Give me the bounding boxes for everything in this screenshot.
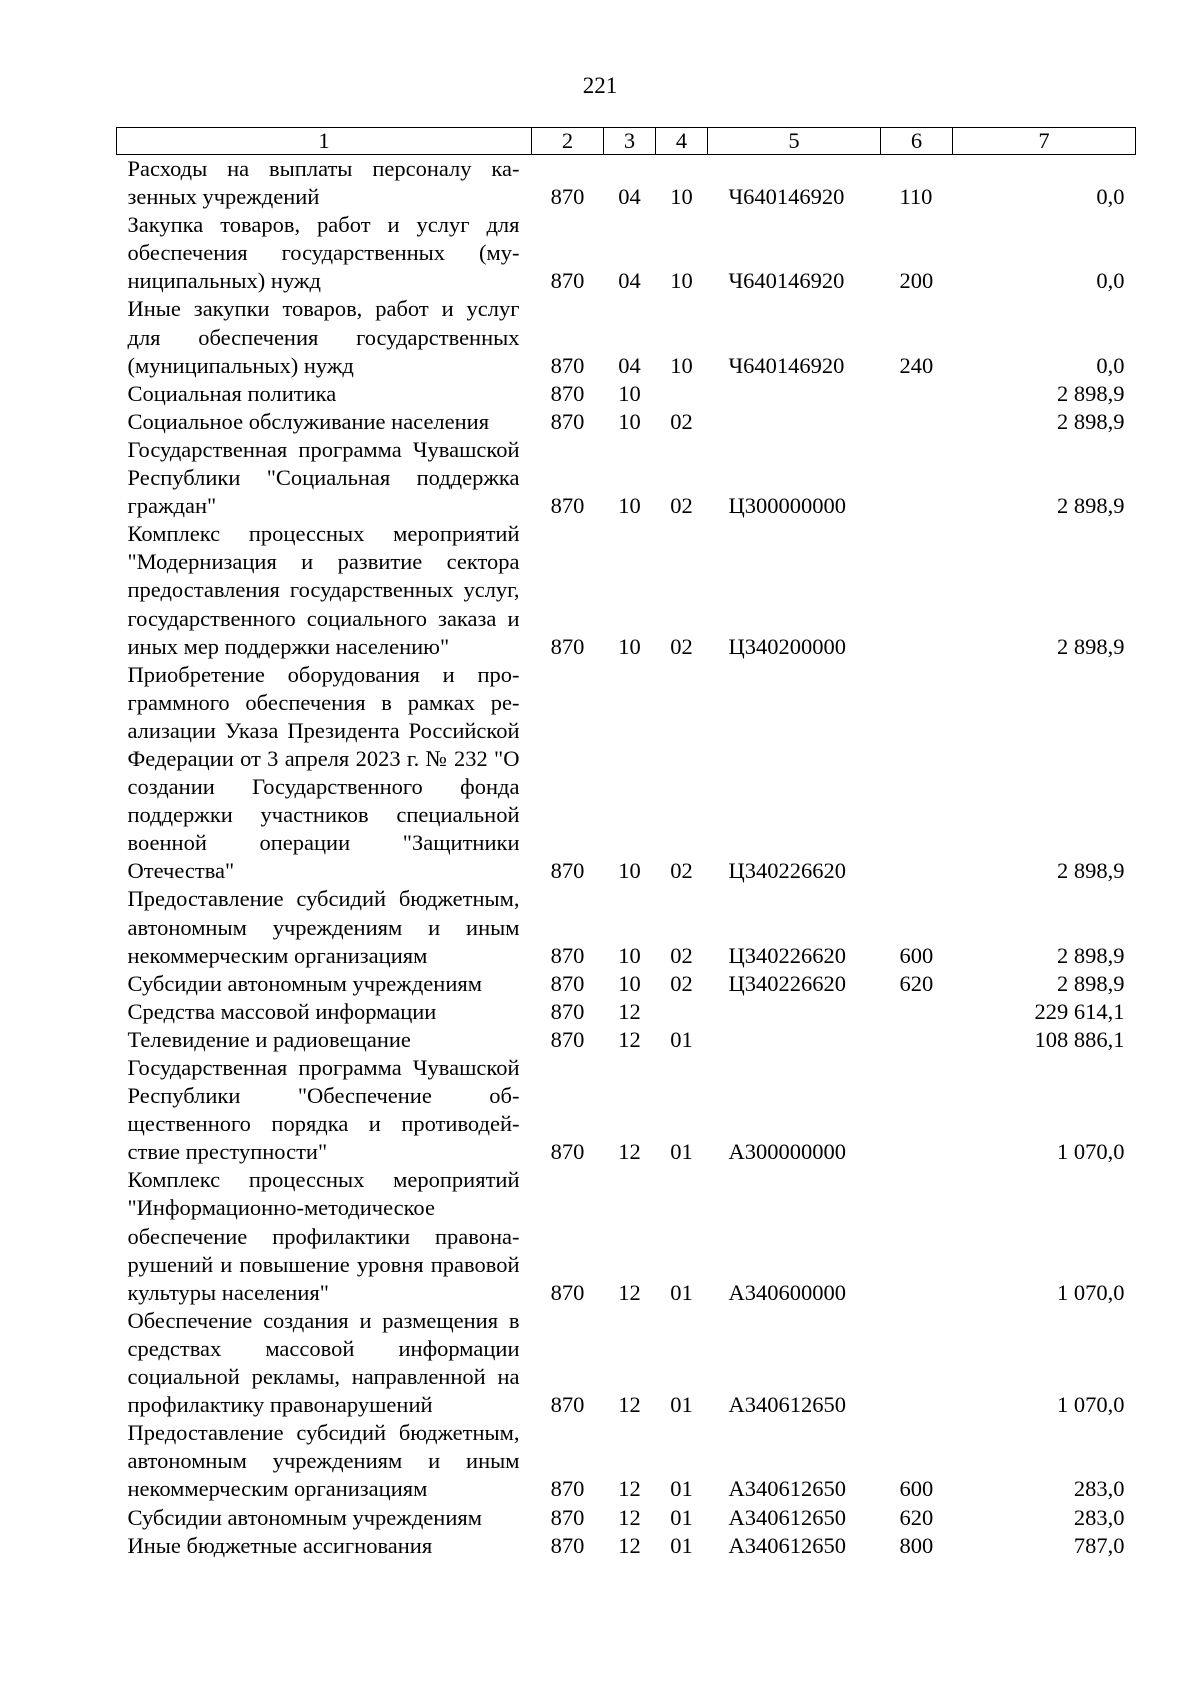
row-name: Закупка товаров, работ и услуг для обеспечения государственных (муниципальных) нужд bbox=[127, 212, 520, 294]
row-section: 12 bbox=[618, 998, 641, 1024]
row-name: Социальное обслуживание населения bbox=[127, 408, 490, 434]
row-section: 12 bbox=[618, 1476, 641, 1502]
row-amount: 2 898,9 bbox=[1057, 633, 1125, 659]
row-target-article: А340612650 bbox=[728, 1504, 846, 1530]
row-target-article bbox=[708, 998, 881, 1026]
row-target-article bbox=[708, 380, 881, 408]
row-amount: 229 614,1 bbox=[1034, 998, 1125, 1024]
row-section: 10 bbox=[618, 942, 641, 968]
table-row bbox=[117, 155, 1136, 212]
row-subsection: 02 bbox=[670, 970, 693, 996]
row-target-article: А340612650 bbox=[728, 1392, 846, 1418]
row-gr-code: 870 bbox=[550, 970, 585, 996]
header-row bbox=[117, 128, 1136, 155]
row-gr-code: 870 bbox=[550, 998, 585, 1024]
row-section: 10 bbox=[618, 408, 641, 434]
table-row bbox=[117, 520, 1136, 660]
row-expense-type bbox=[881, 1054, 953, 1166]
row-expense-type: 200 bbox=[899, 268, 934, 294]
table-row bbox=[117, 1532, 1136, 1560]
row-target-article: Ц300000000 bbox=[728, 493, 846, 519]
row-expense-type bbox=[881, 1166, 953, 1306]
table-row bbox=[117, 408, 1136, 436]
row-expense-type bbox=[881, 436, 953, 520]
row-gr-code: 870 bbox=[550, 1476, 585, 1502]
row-subsection: 02 bbox=[670, 633, 693, 659]
row-amount: 0,0 bbox=[1096, 352, 1125, 378]
row-name: Расходы на выплаты персоналу казенных учреждений bbox=[127, 156, 520, 210]
row-gr-code: 870 bbox=[550, 1279, 585, 1305]
row-target-article: Ч640146920 bbox=[728, 352, 845, 378]
table-body bbox=[117, 155, 1136, 1560]
table-row bbox=[117, 1504, 1136, 1532]
row-target-article: Ц340200000 bbox=[728, 633, 846, 659]
row-expense-type bbox=[881, 408, 953, 436]
row-subsection: 10 bbox=[670, 268, 693, 294]
row-section: 10 bbox=[618, 493, 641, 519]
header-col-5: 5 bbox=[708, 128, 881, 155]
row-gr-code: 870 bbox=[550, 408, 585, 434]
row-expense-type: 620 bbox=[899, 1504, 934, 1530]
row-expense-type bbox=[881, 520, 953, 660]
row-target-article: Ц340226620 bbox=[728, 858, 846, 884]
row-gr-code: 870 bbox=[550, 1139, 585, 1165]
row-gr-code: 870 bbox=[550, 380, 585, 406]
row-gr-code: 870 bbox=[550, 1504, 585, 1530]
row-subsection: 01 bbox=[670, 1279, 693, 1305]
row-gr-code: 870 bbox=[550, 1392, 585, 1418]
row-target-article: А300000000 bbox=[728, 1139, 846, 1165]
row-section: 12 bbox=[618, 1139, 641, 1165]
row-subsection: 01 bbox=[670, 1532, 693, 1558]
row-name: Предоставление субсидий бюджетным, автономным учреждениям и иным некоммерческим организациям bbox=[127, 886, 520, 968]
row-amount: 1 070,0 bbox=[1057, 1392, 1125, 1418]
table-row bbox=[117, 970, 1136, 998]
row-section: 04 bbox=[618, 184, 641, 210]
row-name: Средства массовой информации bbox=[127, 998, 437, 1024]
table-row bbox=[117, 1054, 1136, 1166]
row-amount: 787,0 bbox=[1073, 1532, 1125, 1558]
row-expense-type bbox=[881, 380, 953, 408]
row-section: 10 bbox=[618, 970, 641, 996]
table-row bbox=[117, 998, 1136, 1026]
budget-table bbox=[116, 127, 1136, 1560]
row-amount: 283,0 bbox=[1073, 1504, 1125, 1530]
row-amount: 2 898,9 bbox=[1057, 380, 1125, 406]
row-subsection: 10 bbox=[670, 352, 693, 378]
row-name: Приобретение оборудования и программного обеспечения в рамках реализации Указа Президента Российской Федерации от 3 апреля 2023 г. № 232 "О создании Государственного фонда поддержки участников специальной военной операции "Защитники Отечества" bbox=[127, 661, 520, 884]
row-gr-code: 870 bbox=[550, 268, 585, 294]
row-target-article bbox=[708, 1026, 881, 1054]
table-row bbox=[117, 436, 1136, 520]
row-gr-code: 870 bbox=[550, 858, 585, 884]
row-gr-code: 870 bbox=[550, 1532, 585, 1558]
row-target-article: А340612650 bbox=[728, 1532, 846, 1558]
row-section: 12 bbox=[618, 1532, 641, 1558]
row-subsection: 01 bbox=[670, 1139, 693, 1165]
row-expense-type: 600 bbox=[899, 942, 934, 968]
row-target-article: А340600000 bbox=[728, 1279, 846, 1305]
row-target-article: А340612650 bbox=[728, 1476, 846, 1502]
row-expense-type: 620 bbox=[899, 970, 934, 996]
row-name: Комплекс процессных мероприятий "Информационно-методическое обеспечение профилактики правонарушений и повышение уровня правовой культуры населения" bbox=[127, 1167, 520, 1305]
table-header bbox=[117, 128, 1136, 155]
table-row bbox=[117, 1307, 1136, 1419]
row-name: Субсидии автономным учреждениям bbox=[127, 1504, 482, 1530]
row-expense-type: 240 bbox=[899, 352, 934, 378]
row-amount: 2 898,9 bbox=[1057, 942, 1125, 968]
row-subsection: 02 bbox=[670, 408, 693, 434]
row-section: 12 bbox=[618, 1279, 641, 1305]
row-section: 10 bbox=[618, 858, 641, 884]
row-target-article: Ч640146920 bbox=[728, 184, 845, 210]
row-expense-type bbox=[881, 661, 953, 886]
table-row bbox=[117, 1026, 1136, 1054]
row-target-article: Ч640146920 bbox=[728, 268, 845, 294]
row-expense-type bbox=[881, 998, 953, 1026]
row-expense-type bbox=[881, 1026, 953, 1054]
row-section: 10 bbox=[618, 380, 641, 406]
row-subsection: 01 bbox=[670, 1476, 693, 1502]
row-amount: 2 898,9 bbox=[1057, 858, 1125, 884]
table-row bbox=[117, 380, 1136, 408]
table-row bbox=[117, 1166, 1136, 1306]
row-amount: 108 886,1 bbox=[1034, 1026, 1125, 1052]
row-subsection: 02 bbox=[670, 942, 693, 968]
row-subsection bbox=[656, 380, 708, 408]
header-col-7: 7 bbox=[953, 128, 1136, 155]
row-gr-code: 870 bbox=[550, 942, 585, 968]
row-amount: 1 070,0 bbox=[1057, 1279, 1125, 1305]
row-amount: 2 898,9 bbox=[1057, 970, 1125, 996]
row-gr-code: 870 bbox=[550, 1026, 585, 1052]
row-subsection: 02 bbox=[670, 858, 693, 884]
row-section: 12 bbox=[618, 1504, 641, 1530]
row-name: Государственная программа Чувашской Республики "Обеспечение общественного порядка и противодействие преступности" bbox=[127, 1055, 520, 1165]
row-amount: 2 898,9 bbox=[1057, 408, 1125, 434]
row-name: Телевидение и радиовещание bbox=[127, 1026, 411, 1052]
row-subsection: 01 bbox=[670, 1504, 693, 1530]
row-gr-code: 870 bbox=[550, 184, 585, 210]
header-col-2: 2 bbox=[532, 128, 604, 155]
row-gr-code: 870 bbox=[550, 352, 585, 378]
row-amount: 283,0 bbox=[1073, 1476, 1125, 1502]
row-name: Иные бюджетные ассигнования bbox=[127, 1532, 433, 1558]
row-section: 12 bbox=[618, 1392, 641, 1418]
row-name: Государственная программа Чувашской Республики "Социальная поддержка граждан" bbox=[127, 436, 520, 519]
row-gr-code: 870 bbox=[550, 633, 585, 659]
row-target-article bbox=[708, 408, 881, 436]
row-section: 10 bbox=[618, 633, 641, 659]
row-subsection: 01 bbox=[670, 1392, 693, 1418]
header-col-6: 6 bbox=[881, 128, 953, 155]
table-row bbox=[117, 1419, 1136, 1503]
row-section: 04 bbox=[618, 352, 641, 378]
row-amount: 0,0 bbox=[1096, 268, 1125, 294]
row-name: Комплекс процессных мероприятий "Модернизация и развитие сектора предоставления государственных услуг, государственного социального заказа и иных мер поддержки населению" bbox=[127, 521, 520, 659]
row-subsection: 01 bbox=[670, 1026, 693, 1052]
header-col-3: 3 bbox=[604, 128, 656, 155]
row-name: Обеспечение создания и размещения в средствах массовой информации социальной рекламы, направленной на профилактику правонарушений bbox=[127, 1307, 520, 1418]
row-gr-code: 870 bbox=[550, 493, 585, 519]
row-amount: 0,0 bbox=[1096, 184, 1125, 210]
table-row bbox=[117, 211, 1136, 295]
header-col-1: 1 bbox=[117, 128, 532, 155]
table-row bbox=[117, 885, 1136, 969]
row-amount: 1 070,0 bbox=[1057, 1139, 1125, 1165]
row-subsection: 10 bbox=[670, 184, 693, 210]
row-expense-type bbox=[881, 1307, 953, 1419]
table-row bbox=[117, 661, 1136, 886]
row-amount: 2 898,9 bbox=[1057, 493, 1125, 519]
row-name: Иные закупки товаров, работ и услуг для обеспечения государственных (муниципальных) нужд bbox=[127, 296, 520, 378]
table-row bbox=[117, 295, 1136, 379]
row-name: Социальная политика bbox=[127, 380, 337, 406]
row-section: 04 bbox=[618, 268, 641, 294]
row-expense-type: 600 bbox=[899, 1476, 934, 1502]
row-name: Предоставление субсидий бюджетным, автономным учреждениям и иным некоммерческим организациям bbox=[127, 1420, 520, 1502]
page-number: 221 bbox=[582, 73, 618, 98]
row-expense-type: 110 bbox=[899, 184, 933, 210]
row-target-article: Ц340226620 bbox=[728, 942, 846, 968]
row-name: Субсидии автономным учреждениям bbox=[127, 970, 482, 996]
row-target-article: Ц340226620 bbox=[728, 970, 846, 996]
row-section: 12 bbox=[618, 1026, 641, 1052]
header-col-4: 4 bbox=[656, 128, 708, 155]
row-subsection: 02 bbox=[670, 493, 693, 519]
row-subsection bbox=[656, 998, 708, 1026]
row-expense-type: 800 bbox=[899, 1532, 934, 1558]
